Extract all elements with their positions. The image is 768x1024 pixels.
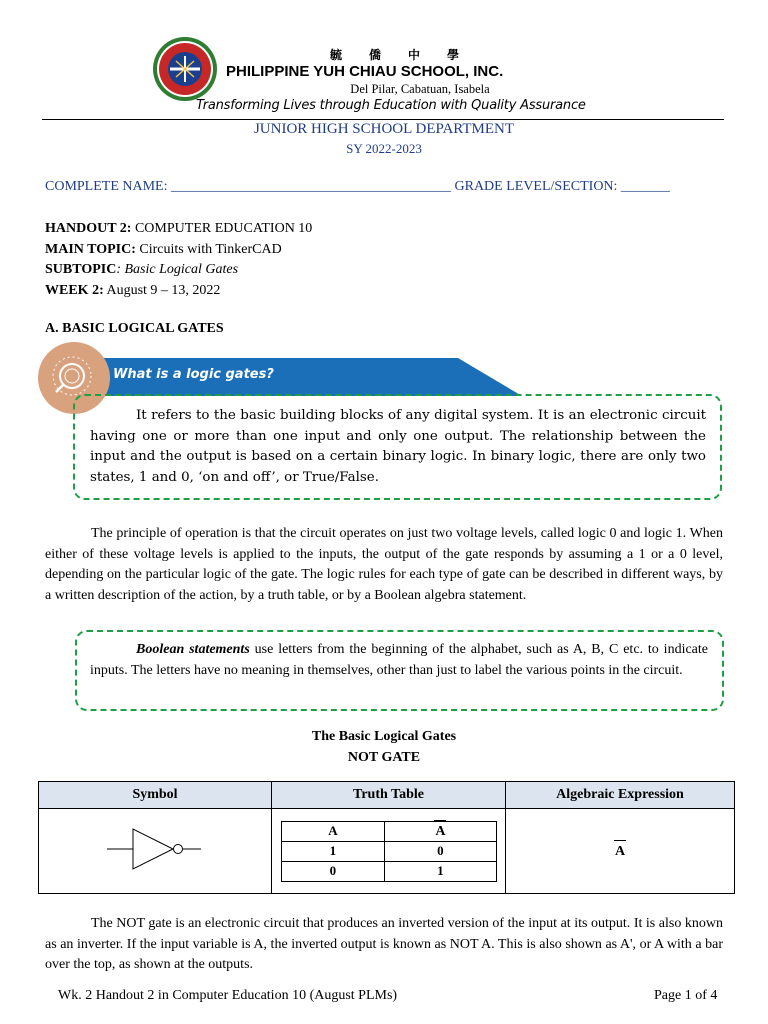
handout-info (45, 219, 312, 302)
expression-header: Algebraic Expression (506, 782, 735, 809)
truth-table-output-header: A (385, 821, 496, 841)
truth-table-input-header: A (281, 821, 385, 841)
not-gate-description: The NOT gate is an electronic circuit that produces an inverted version of the input at its output. It is also known as an inverter. If the input variable is A, the inverted output is known as NOT A. This is also shown as A', or A with a bar over the top, as shown at the outputs. (45, 916, 723, 972)
section-heading: A. BASIC LOGICAL GATES (45, 321, 224, 336)
subtopic-line: SUBTOPIC: Basic Logical Gates (45, 262, 239, 278)
footer-title: Wk. 2 Handout 2 in Computer Education 10 (August PLMs) (58, 988, 398, 1003)
truth-table (281, 821, 497, 882)
department-title: JUNIOR HIGH SCHOOL DEPARTMENT (253, 121, 515, 137)
truth-table-value: 0 (385, 841, 496, 861)
truth-table-header: Truth Table (272, 782, 506, 809)
symbol-header: Symbol (39, 782, 272, 809)
week-line: WEEK 2: August 9 – 13, 2022 (45, 283, 221, 299)
gate-name: NOT GATE (347, 750, 421, 765)
algebraic-expression: A (614, 844, 626, 859)
truth-table-row (281, 861, 496, 881)
not-gate-symbol-icon (105, 824, 205, 874)
truth-table-cell (272, 809, 506, 894)
school-tagline: Transforming Lives through Education with Quality Assurance (196, 98, 586, 113)
truth-table-value: 1 (385, 861, 496, 881)
school-address: Del Pilar, Cabatuan, Isabela (350, 82, 490, 96)
boolean-text: Boolean statements use letters from the beginning of the alphabet, such as A, B, C etc. to indicate inputs. The letters have no meaning in themselves, other than just to label the various points in the circuit. (90, 642, 708, 678)
not-gate-table (38, 781, 735, 894)
name-grade-field: COMPLETE NAME: ________________________________________ GRADE LEVEL/SECTION: _______ (45, 179, 670, 194)
page-number: Page 1 of 4 (654, 988, 718, 1003)
banner-title: What is a logic gates? (113, 367, 274, 382)
truth-table-row (281, 841, 496, 861)
school-year: SY 2022-2023 (346, 141, 422, 156)
truth-table-header-row (281, 821, 496, 841)
handout-line: HANDOUT 2: COMPUTER EDUCATION 10 (45, 221, 313, 236)
header-divider (42, 119, 724, 120)
not-gate-symbol-cell (39, 809, 272, 894)
algebraic-expression-cell (506, 809, 735, 894)
school-chinese-name: 毓 僑 中 學 (330, 48, 472, 62)
truth-table-value: 0 (281, 861, 385, 881)
gates-title: The Basic Logical Gates (311, 729, 457, 744)
school-name: PHILIPPINE YUH CHIAU SCHOOL, INC. (226, 63, 504, 80)
principle-paragraph: The principle of operation is that the circuit operates on just two voltage levels, called logic 0 and logic 1. When either of these voltage levels is applied to the inputs, the output of the gate responds by assuming a 1 or a 0 level, depending on the particular logic of the gate. The logic rules for each type of gate can be described in different ways, by a written description of the action, by a truth table, or by a Boolean algebra statement. (45, 526, 723, 603)
definition-text: It refers to the basic building blocks of any digital system. It is an electronic circuit having one or more than one input and only one output. The relationship between the input and the output is based on a certain binary logic. In binary logic, there are only two states, 1 and 0, ‘on and off’, or True/False. (90, 408, 706, 485)
truth-table-value: 1 (281, 841, 385, 861)
topic-line: MAIN TOPIC: Circuits with TinkerCAD (45, 241, 282, 257)
